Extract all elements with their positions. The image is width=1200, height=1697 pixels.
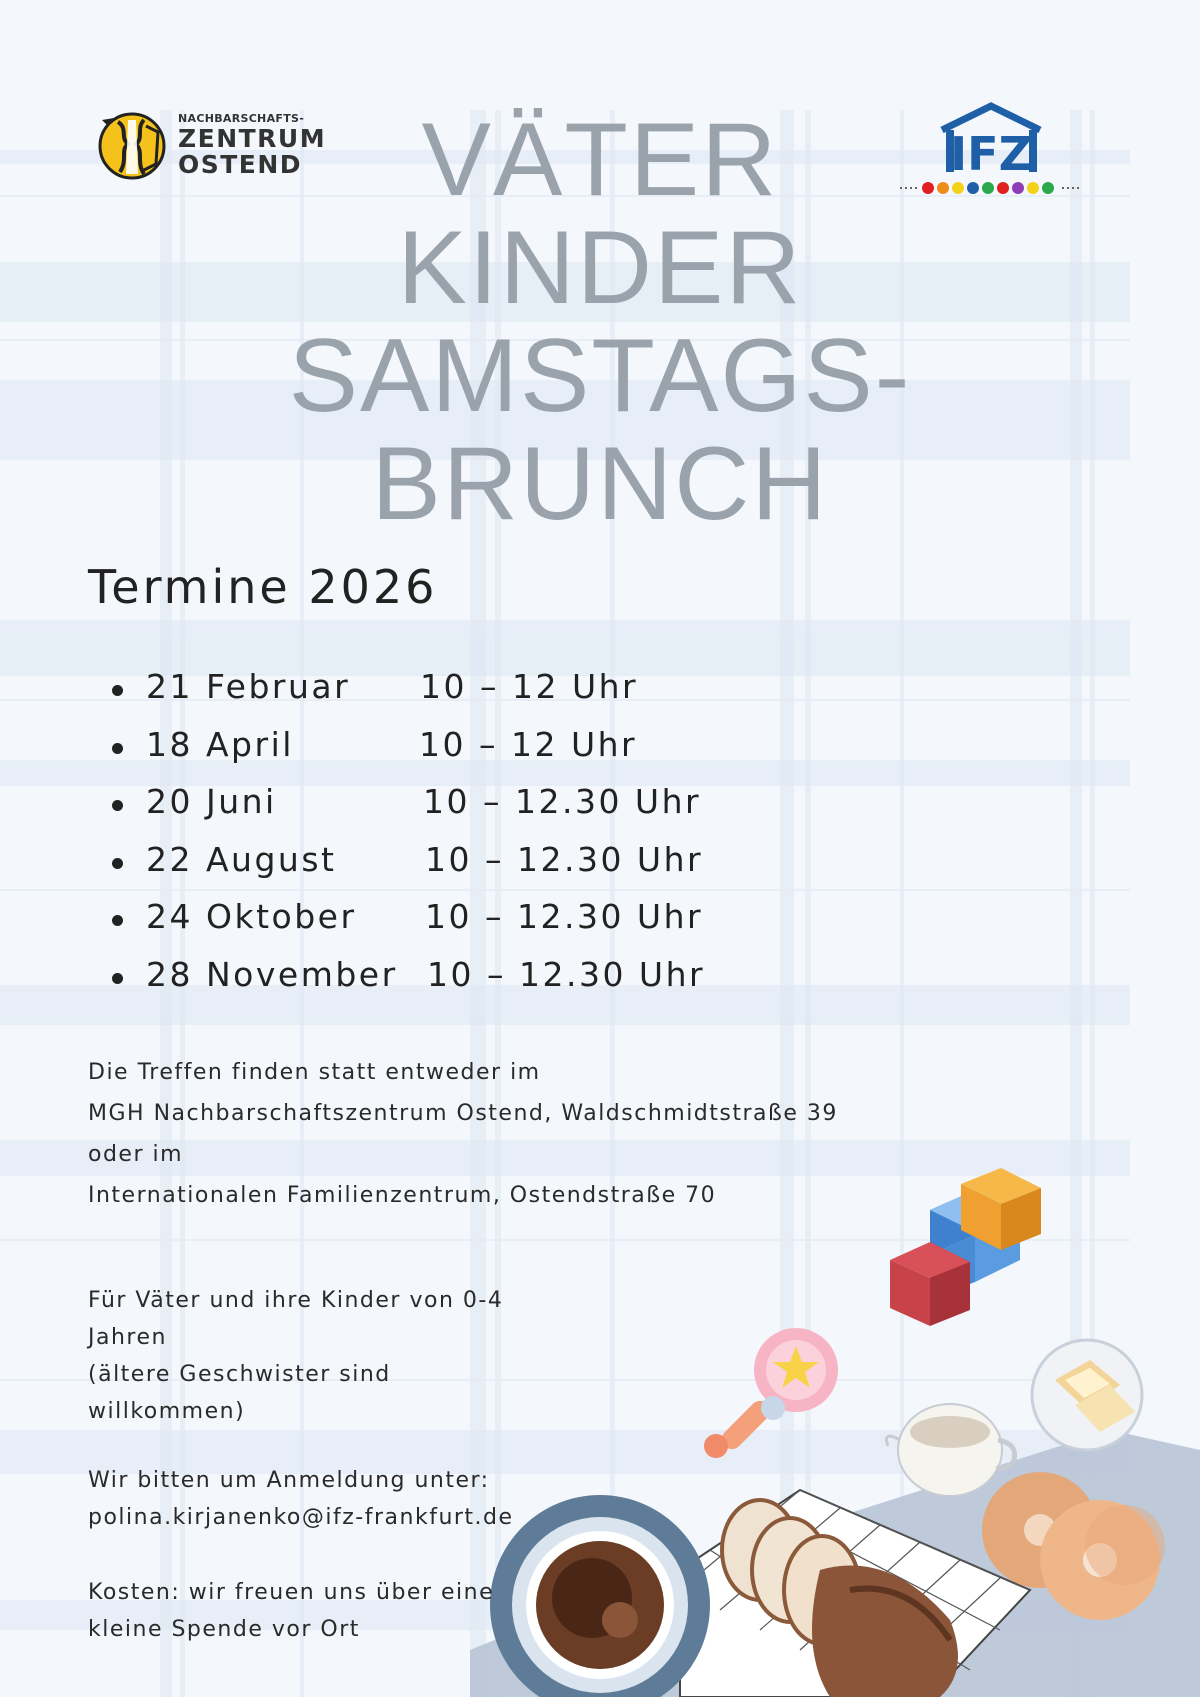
venue-line: oder im xyxy=(88,1142,184,1167)
date-label: 28 November xyxy=(146,954,398,994)
time-label: 10 – 12.30 Uhr xyxy=(425,897,704,936)
bullet-icon xyxy=(112,743,123,754)
date-item xyxy=(108,723,748,781)
title-line-1: VÄTER xyxy=(421,102,779,218)
venue-text xyxy=(88,1052,838,1216)
coffee-cup-icon xyxy=(490,1495,710,1697)
contact-email[interactable]: polina.kirjanenko@ifz-frankfurt.de xyxy=(88,1505,514,1530)
title-line-3: SAMSTAGS- xyxy=(288,318,912,434)
time-label: 10 – 12.30 Uhr xyxy=(423,782,702,821)
venue-line: MGH Nachbarschaftszentrum Ostend, Waldschmidtstraße 39 xyxy=(88,1101,838,1126)
date-item xyxy=(108,780,748,838)
bullet-icon xyxy=(112,685,123,696)
logo-line-1: ZENTRUM xyxy=(178,124,327,153)
contact-line: Wir bitten um Anmeldung unter: xyxy=(88,1468,490,1493)
title-line-4: BRUNCH xyxy=(371,426,829,542)
date-label: 20 Juni xyxy=(146,782,277,821)
costs-line: Kosten: wir freuen uns über eine xyxy=(88,1580,495,1605)
audience-line: Für Väter und ihre Kinder von 0-4 xyxy=(88,1288,504,1313)
date-item xyxy=(108,838,748,896)
bullet-icon xyxy=(112,915,123,926)
faces-logo-icon xyxy=(98,106,168,182)
logo-line-2: OSTEND xyxy=(178,150,303,179)
dates-heading: Termine 2026 xyxy=(88,560,438,614)
date-label: 22 August xyxy=(146,839,337,879)
bullet-icon xyxy=(112,973,123,984)
date-item xyxy=(108,665,748,723)
logo-small-text: NACHBARSCHAFTS- xyxy=(178,112,305,125)
time-label: 10 – 12.30 Uhr xyxy=(425,839,704,879)
date-item xyxy=(108,953,748,1011)
time-label: 10 – 12 Uhr xyxy=(420,667,639,706)
date-item xyxy=(108,895,748,953)
ifz-logo-text: IFZ xyxy=(950,127,1032,181)
audience-text xyxy=(88,1282,503,1430)
date-label: 24 Oktober xyxy=(146,897,357,936)
audience-line: willkommen) xyxy=(88,1399,246,1424)
audience-line: (ältere Geschwister sind xyxy=(88,1362,391,1387)
toast-plate-icon xyxy=(1032,1340,1142,1450)
venue-line: Die Treffen finden statt entweder im xyxy=(88,1060,541,1085)
time-label: 10 – 12.30 Uhr xyxy=(427,954,706,994)
costs-line: kleine Spende vor Ort xyxy=(88,1617,360,1642)
venue-line: Internationalen Familienzentrum, Ostendstraße 70 xyxy=(88,1183,717,1208)
date-label: 21 Februar xyxy=(146,667,351,706)
toy-blocks-icon xyxy=(890,1168,1041,1326)
dates-list xyxy=(108,665,748,1010)
rattle-icon xyxy=(704,1328,838,1458)
bullet-icon xyxy=(112,858,123,869)
audience-line: Jahren xyxy=(88,1325,167,1350)
contact-text xyxy=(88,1462,514,1536)
bullet-icon xyxy=(112,800,123,811)
costs-text xyxy=(88,1574,494,1648)
time-label: 10 – 12 Uhr xyxy=(419,724,638,764)
title-line-2: KINDER xyxy=(397,210,803,326)
date-label: 18 April xyxy=(146,724,294,764)
brunch-illustration xyxy=(470,1150,1200,1697)
page-title xyxy=(190,102,1010,542)
